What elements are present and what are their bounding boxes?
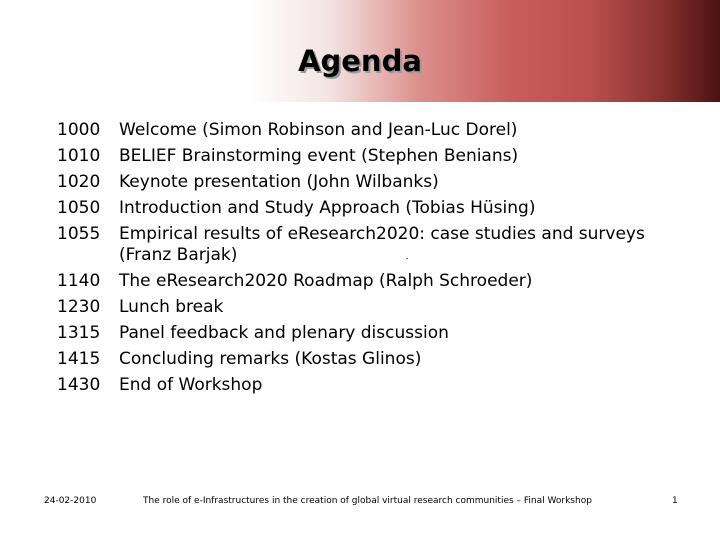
agenda-item xyxy=(57,323,677,344)
agenda-text: Introduction and Study Approach (Tobias Hüsing) xyxy=(119,198,536,218)
agenda-time: 1430 xyxy=(57,375,101,395)
slide-footer xyxy=(0,496,720,510)
agenda-item xyxy=(57,146,677,167)
agenda-text: Concluding remarks (Kostas Glinos) xyxy=(119,349,422,369)
agenda-item xyxy=(57,271,677,292)
agenda-item xyxy=(57,224,677,266)
agenda-item xyxy=(57,349,677,370)
agenda-item xyxy=(57,120,677,141)
agenda-text: Panel feedback and plenary discussion xyxy=(119,323,449,343)
agenda-item xyxy=(57,172,677,193)
footer-date: 24-02-2010 xyxy=(44,496,97,506)
footer-page-number: 1 xyxy=(672,496,678,506)
stray-mark xyxy=(406,258,408,259)
agenda-list xyxy=(57,120,677,401)
agenda-item xyxy=(57,297,677,318)
agenda-time: 1055 xyxy=(57,224,101,244)
agenda-time: 1020 xyxy=(57,172,101,192)
agenda-text: Welcome (Simon Robinson and Jean-Luc Dorel) xyxy=(119,120,518,140)
agenda-time: 1010 xyxy=(57,146,101,166)
footer-title: The role of e-Infrastructures in the creation of global virtual research communities – Final Workshop xyxy=(143,496,592,506)
agenda-item xyxy=(57,198,677,219)
agenda-text: Lunch break xyxy=(119,297,224,317)
agenda-time: 1140 xyxy=(57,271,101,291)
agenda-text: Empirical results of eResearch2020: case studies and surveys (Franz Barjak) xyxy=(119,224,645,265)
agenda-time: 1315 xyxy=(57,323,101,343)
slide-title: Agenda xyxy=(298,44,422,78)
agenda-time: 1000 xyxy=(57,120,101,140)
agenda-time: 1415 xyxy=(57,349,101,369)
agenda-text: End of Workshop xyxy=(119,375,263,395)
agenda-text: BELIEF Brainstorming event (Stephen Benians) xyxy=(119,146,519,166)
agenda-item xyxy=(57,375,677,396)
agenda-text: The eResearch2020 Roadmap (Ralph Schroeder) xyxy=(119,271,533,291)
agenda-time: 1050 xyxy=(57,198,101,218)
agenda-time: 1230 xyxy=(57,297,101,317)
agenda-text: Keynote presentation (John Wilbanks) xyxy=(119,172,439,192)
